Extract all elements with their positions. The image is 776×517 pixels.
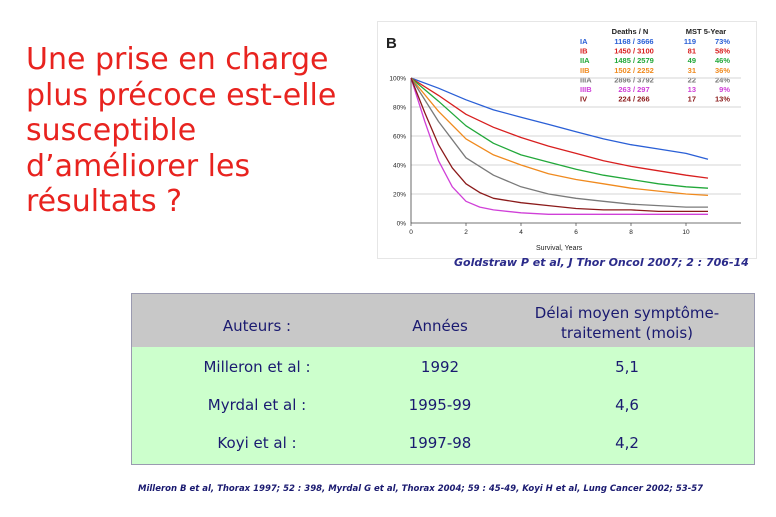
series-line-iiia	[411, 78, 708, 207]
cell-author: Myrdal et al :	[207, 396, 307, 414]
legend-mst: 13	[687, 85, 696, 94]
delay-table	[131, 293, 755, 465]
legend-mst: 17	[687, 94, 696, 104]
title-line: susceptible	[26, 113, 197, 148]
x-axis-label: Survival, Years	[536, 245, 583, 252]
legend-mst: 31	[687, 65, 696, 75]
references: Milleron B et al, Thorax 1997; 52 : 398, Myrdal G et al, Thorax 2004; 59 : 45-49, Koyi H et al, Lung Cancer 2002; 53-57	[138, 484, 704, 494]
legend-pct: 24%	[714, 75, 730, 85]
cell-year: 1995-99	[408, 396, 472, 414]
series-line-ia	[411, 78, 708, 159]
title-line: résultats ?	[26, 184, 183, 219]
legend-pct: 9%	[719, 85, 730, 94]
x-tick-label: 6	[574, 229, 578, 236]
x-tick-label: 10	[682, 229, 690, 236]
legend-pct: 46%	[714, 56, 730, 66]
legend-header-deaths: Deaths / N	[611, 27, 649, 36]
cell-author: Milleron et al :	[203, 358, 311, 376]
y-tick-label: 80%	[392, 104, 406, 112]
cell-year: 1997-98	[408, 434, 472, 452]
legend-stage: IA	[580, 37, 588, 46]
cell-delay: 4,6	[615, 396, 639, 414]
legend-deaths: 1502 / 2252	[614, 65, 654, 75]
legend-deaths: 1485 / 2579	[614, 56, 654, 66]
x-tick-label: 4	[519, 229, 523, 236]
legend-header-mst: MST 5-Year	[685, 27, 727, 36]
cell-year: 1992	[420, 358, 460, 376]
legend-pct: 58%	[714, 46, 730, 56]
y-tick-label: 20%	[392, 191, 406, 199]
table-body	[132, 347, 754, 464]
legend-stage: IIA	[580, 56, 590, 66]
cell-delay: 4,2	[615, 434, 639, 452]
legend-pct: 36%	[714, 65, 730, 75]
header-authors: Auteurs :	[222, 317, 292, 335]
legend-deaths: 224 / 266	[618, 94, 650, 104]
legend-stage: IIIB	[580, 85, 592, 94]
legend-deaths: 1168 / 3666	[614, 37, 654, 46]
legend-stage: IB	[580, 46, 588, 56]
cell-author: Koyi et al :	[217, 434, 297, 452]
legend-deaths: 263 / 297	[618, 85, 650, 94]
legend-mst: 22	[687, 75, 696, 85]
header-delay: Délai moyen symptôme- traitement (mois)	[534, 304, 720, 342]
legend-deaths: 1450 / 3100	[614, 46, 654, 56]
table-header	[132, 294, 754, 347]
y-tick-label: 100%	[389, 75, 406, 83]
chart-legend	[580, 27, 730, 104]
legend-stage: IV	[580, 94, 588, 104]
y-tick-label: 0%	[396, 220, 406, 228]
panel-label: B	[386, 35, 397, 52]
legend-stage: IIB	[580, 65, 590, 75]
chart-citation: Goldstraw P et al, J Thor Oncol 2007; 2 : 706-14	[454, 256, 749, 269]
legend-stage: IIIA	[580, 75, 592, 85]
legend-mst: 119	[683, 37, 696, 46]
survival-chart-svg	[378, 22, 756, 258]
x-tick-label: 2	[464, 229, 468, 236]
title-line: d’améliorer les	[26, 148, 251, 184]
y-tick-label: 40%	[392, 162, 406, 170]
x-tick-label: 0	[409, 229, 413, 236]
title-line: plus précoce est-elle	[26, 77, 337, 113]
legend-deaths: 2896 / 3792	[614, 75, 654, 85]
legend-pct: 73%	[714, 37, 730, 46]
legend-mst: 49	[687, 56, 696, 66]
y-tick-label: 60%	[392, 133, 406, 141]
slide-title	[26, 42, 366, 220]
legend-pct: 13%	[714, 94, 730, 104]
title-line: Une prise en charge	[26, 42, 329, 77]
cell-delay: 5,1	[615, 358, 639, 376]
x-tick-label: 8	[629, 229, 633, 236]
header-years: Années	[412, 317, 468, 335]
survival-chart	[378, 22, 756, 258]
legend-mst: 81	[687, 46, 696, 56]
